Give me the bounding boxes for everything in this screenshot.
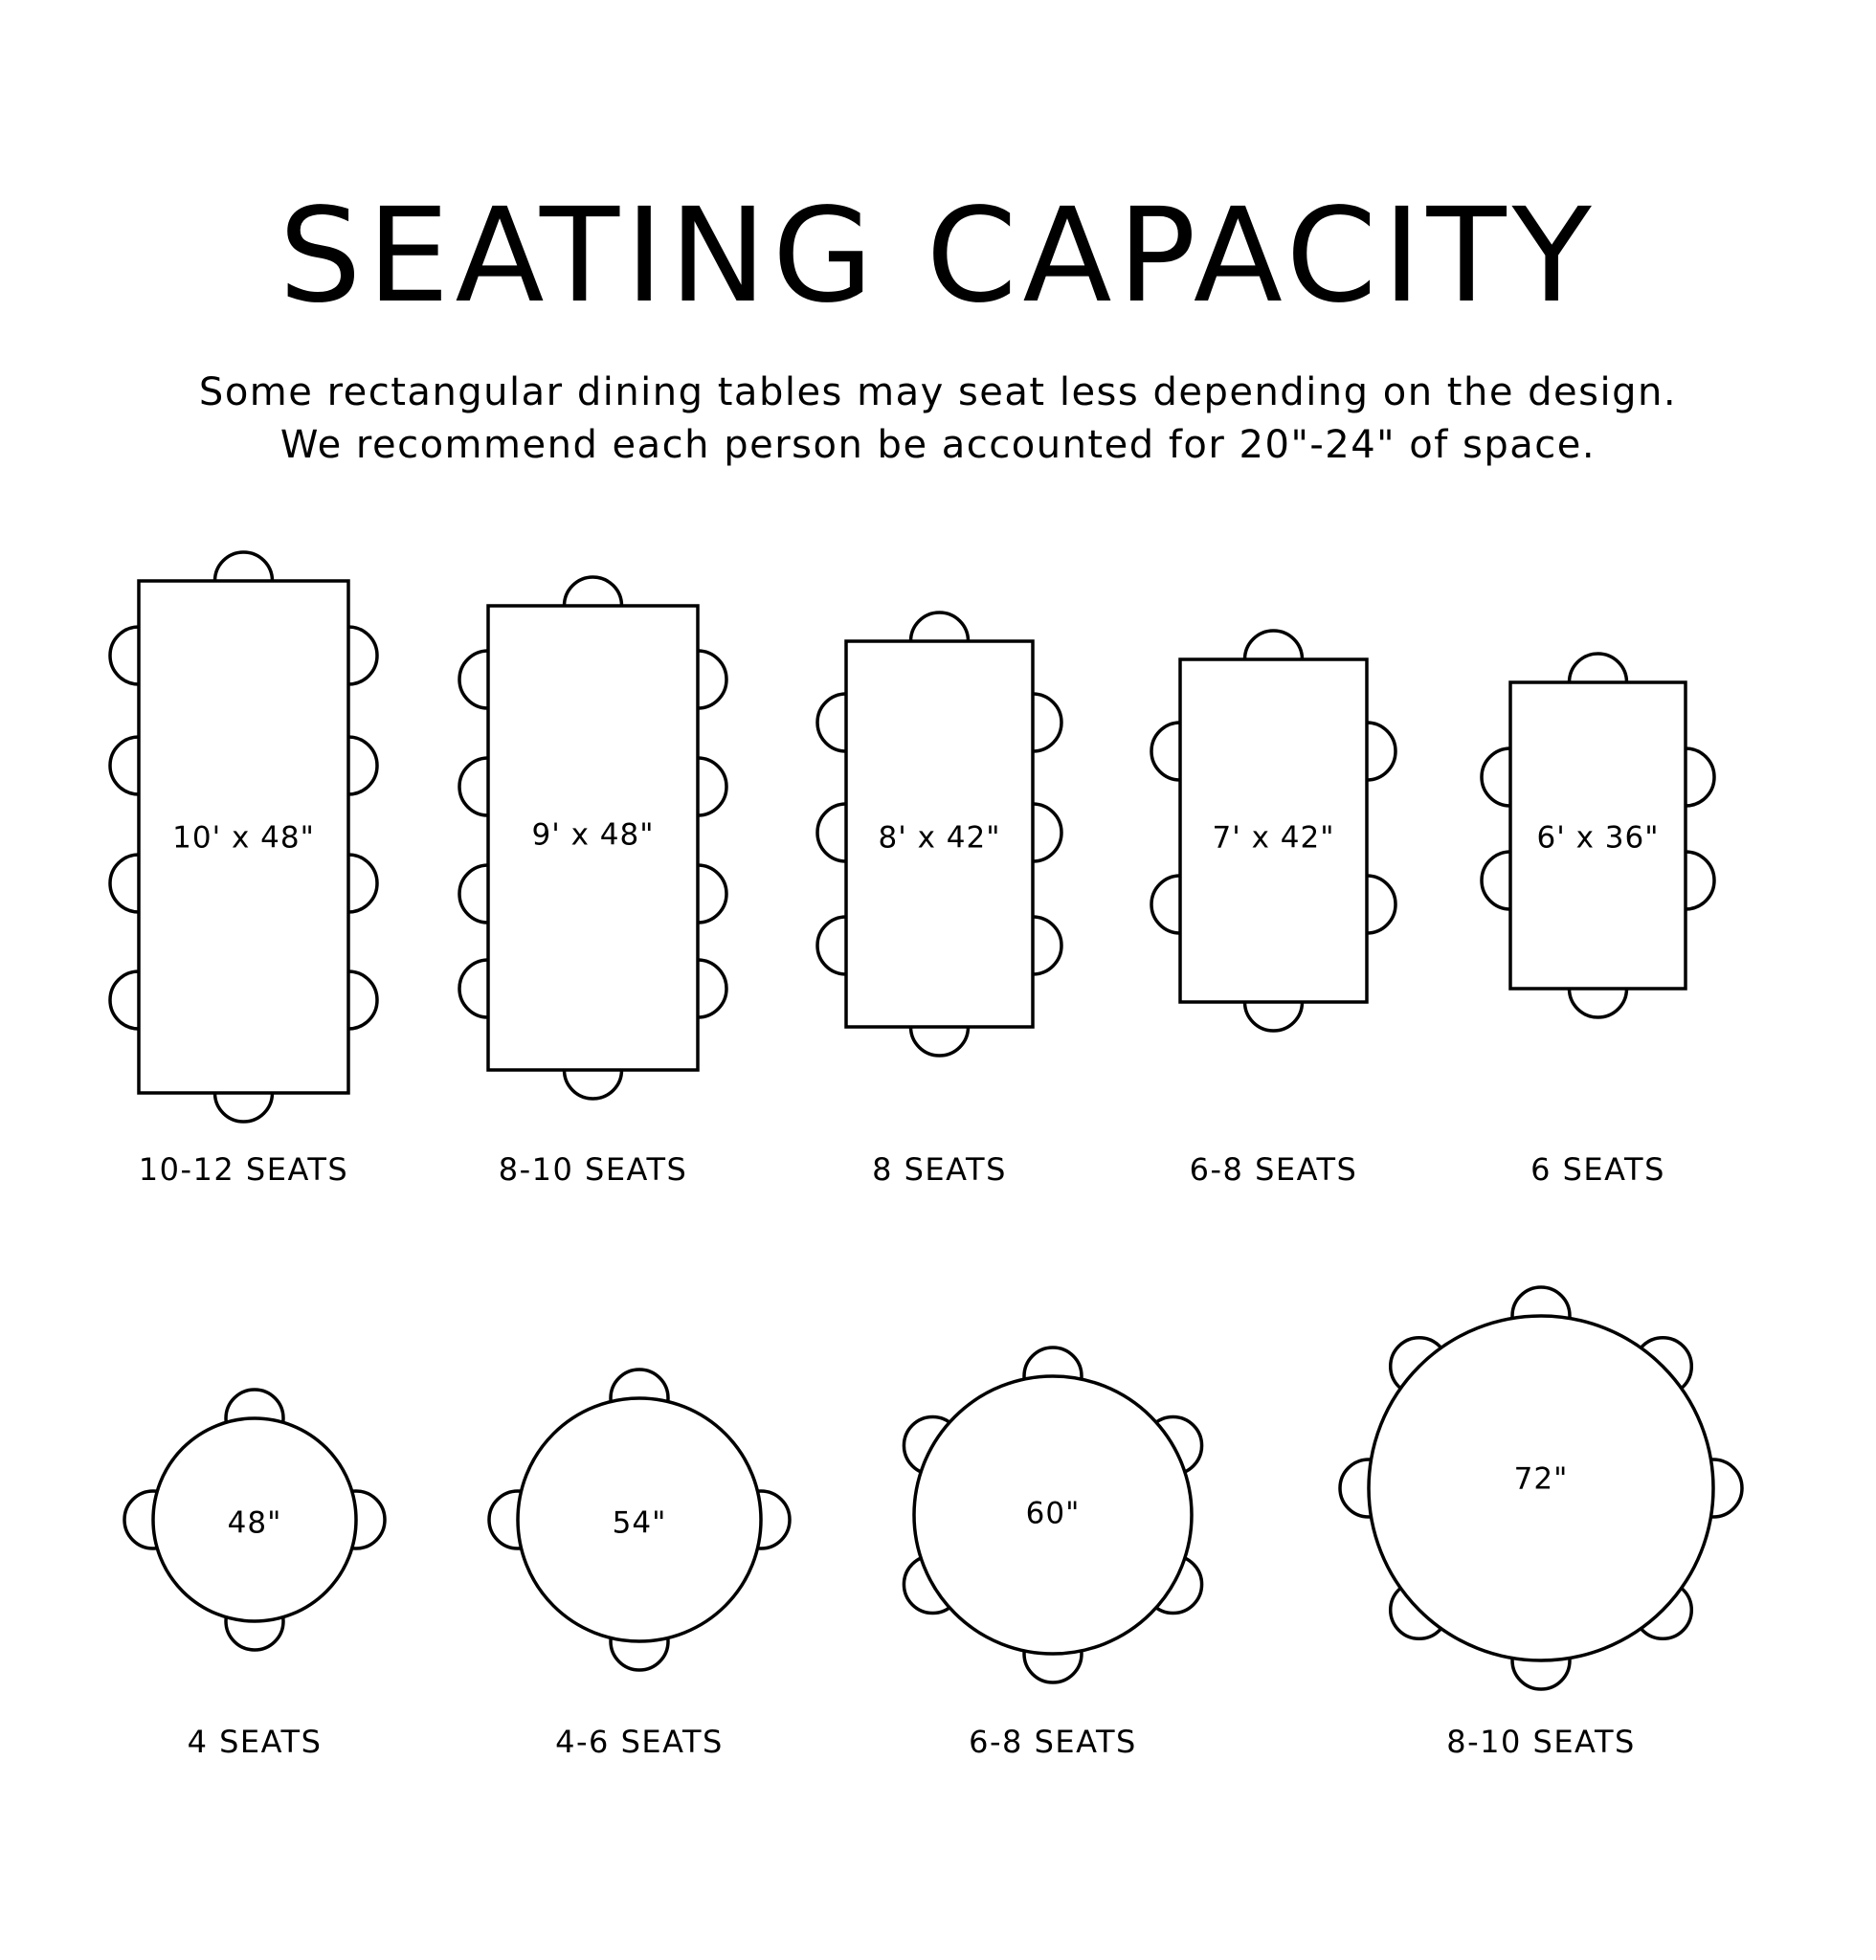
- round-table-group-2: [489, 1370, 790, 1760]
- rect-table-group-5: [1482, 654, 1714, 1188]
- table-size-label: 6' x 36": [1536, 820, 1660, 856]
- table-size-label: 60": [1025, 1496, 1081, 1531]
- seat-count-label: 6-8 SEATS: [969, 1724, 1137, 1760]
- table-size-label: 72": [1513, 1461, 1569, 1497]
- round-table-group-3: [904, 1348, 1201, 1760]
- seat-count-label: 6-8 SEATS: [1189, 1151, 1358, 1188]
- table-size-label: 48": [227, 1505, 282, 1541]
- seat-count-label: 8-10 SEATS: [1446, 1724, 1636, 1760]
- seat-count-label: 4 SEATS: [187, 1724, 323, 1760]
- seat-count-label: 4-6 SEATS: [555, 1724, 724, 1760]
- seat-count-label: 8-10 SEATS: [498, 1151, 688, 1188]
- round-table-group-4: [1340, 1287, 1742, 1760]
- round-table-group-1: [124, 1390, 385, 1760]
- table-size-label: 10' x 48": [172, 820, 315, 856]
- rect-table-group-3: [817, 612, 1061, 1188]
- subtitle-line-2: We recommend each person be accounted for 20"-24" of space.: [279, 423, 1597, 467]
- table-size-label: 7' x 42": [1212, 820, 1335, 856]
- rect-table-group-4: [1151, 631, 1396, 1188]
- rect-table-group-1: [110, 552, 377, 1188]
- page-title: SEATING CAPACITY: [279, 181, 1597, 332]
- seat-count-label: 8 SEATS: [872, 1151, 1007, 1188]
- seat-count-label: 6 SEATS: [1530, 1151, 1665, 1188]
- table-size-label: 8' x 42": [878, 820, 1001, 856]
- table-size-label: 9' x 48": [531, 817, 655, 853]
- subtitle-line-1: Some rectangular dining tables may seat less depending on the design.: [198, 370, 1678, 414]
- rect-table-group-2: [459, 577, 726, 1188]
- seat-count-label: 10-12 SEATS: [138, 1151, 349, 1188]
- table-size-label: 54": [612, 1505, 667, 1541]
